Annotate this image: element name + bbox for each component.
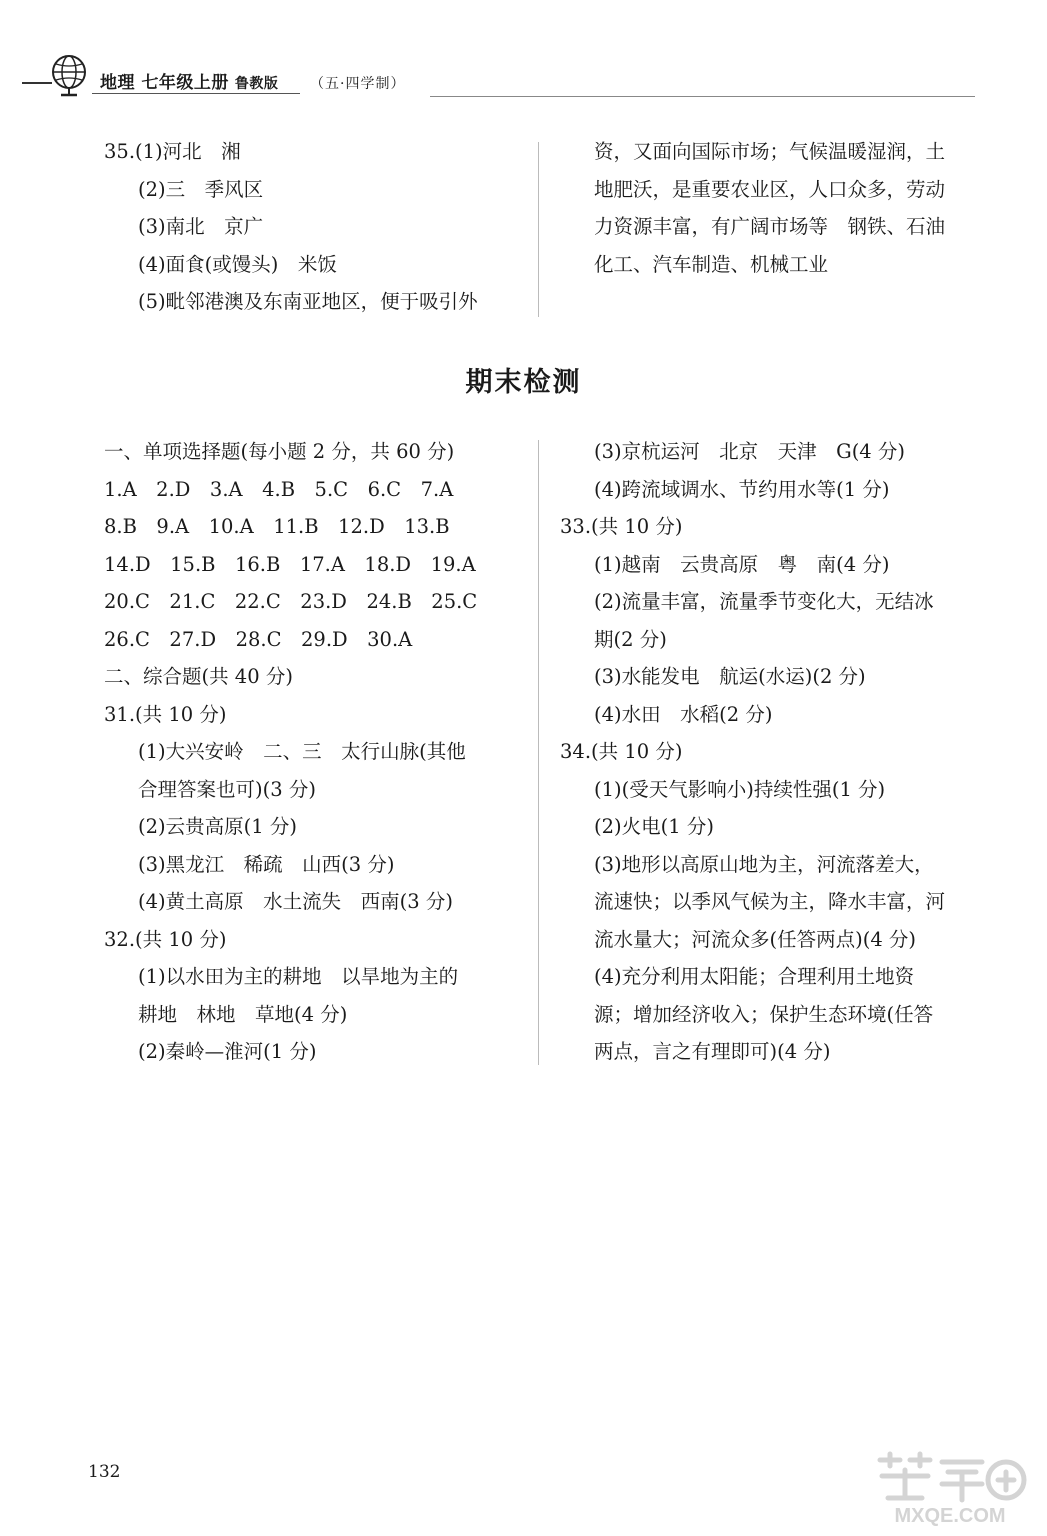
answer-line: (2)流量丰富，流量季节变化大，无结冰 [594, 590, 934, 613]
header-title [100, 68, 278, 93]
watermark-text: MXQE.COM [894, 1505, 1006, 1527]
column-divider [538, 440, 539, 1065]
answer-line: 力资源丰富，有广阔市场等 钢铁、石油 [594, 215, 946, 238]
section-heading: 二、综合题(共 40 分) [104, 665, 293, 688]
main-left-column [104, 433, 477, 1071]
answer-line: 20.C 21.C 22.C 23.D 24.B 25.C [104, 590, 478, 613]
main-right-column [560, 433, 945, 1071]
answer-line: 源；增加经济收入；保护生态环境(任答 [594, 1002, 934, 1026]
answer-line: 资，又面向国际市场；气候温暖湿润，土 [594, 140, 946, 163]
column-divider [538, 142, 539, 317]
answer-line: (3)南北 京广 [138, 215, 264, 238]
top-left-column [104, 133, 478, 321]
answer-line: (1)越南 云贵高原 粤 南(4 分) [594, 552, 890, 576]
section-title: 期末检测 [465, 367, 582, 398]
question-heading: 31.(共 10 分) [104, 702, 227, 726]
answer-line: (2)云贵高原(1 分) [138, 815, 297, 838]
answer-line: (2)火电(1 分) [594, 815, 714, 838]
answer-line: 期(2 分) [594, 627, 667, 651]
top-right-column [594, 133, 945, 283]
header-tag: （五·四学制） [310, 76, 406, 92]
question-heading: 34.(共 10 分) [560, 740, 683, 763]
globe-icon [48, 52, 90, 98]
answer-line: 地肥沃，是重要农业区，人口众多，劳动 [594, 177, 946, 201]
answer-line: (2)三 季风区 [138, 177, 264, 201]
answer-line: (3)地形以高原山地为主，河流落差大， [594, 852, 934, 876]
page-number: 132 [88, 1462, 121, 1482]
header-rule [430, 96, 975, 97]
answer-line: 流速快；以季风气候为主，降水丰富，河 [594, 890, 946, 913]
answer-line: (4)充分利用太阳能；合理利用土地资 [594, 965, 915, 988]
answer-line: 两点，言之有理即可)(4 分) [594, 1040, 831, 1063]
answer-line: (4)水田 水稻(2 分) [594, 702, 773, 726]
answer-line: 26.C 27.D 28.C 29.D 30.A [104, 627, 413, 651]
watermark-logo [870, 1448, 1030, 1528]
answer-line: (1)以水田为主的耕地 以旱地为主的 [138, 965, 459, 988]
answer-line: 14.D 15.B 16.B 17.A 18.D 19.A [104, 552, 476, 576]
answer-line: (1)大兴安岭 二、三 太行山脉(其他 [138, 740, 466, 763]
question-heading: 33.(共 10 分) [560, 515, 683, 538]
page-header [0, 0, 1047, 110]
answer-line: 耕地 林地 草地(4 分) [138, 1002, 348, 1026]
answer-line: (5)毗邻港澳及东南亚地区，便于吸引外 [138, 290, 478, 313]
header-edition: 鲁教版 [234, 76, 279, 92]
answer-line: (4)黄土高原 水土流失 西南(3 分) [138, 890, 453, 913]
answer-line: (4)跨流域调水、节约用水等(1 分) [594, 477, 890, 501]
answer-line: 8.B 9.A 10.A 11.B 12.D 13.B [104, 515, 450, 538]
answer-line: (3)京杭运河 北京 天津 G(4 分) [594, 440, 906, 463]
section-heading: 一、单项选择题(每小题 2 分，共 60 分) [104, 440, 455, 463]
answer-line: 35.(1)河北 湘 [104, 140, 241, 163]
answer-line: 流水量大；河流众多(任答两点)(4 分) [594, 927, 917, 951]
answer-line: 化工、汽车制造、机械工业 [594, 252, 829, 276]
answer-line: 合理答案也可)(3 分) [138, 777, 316, 801]
answer-line: (3)黑龙江 稀疏 山西(3 分) [138, 852, 395, 876]
header-book-title: 地理 七年级上册 [100, 73, 229, 93]
answer-line: 1.A 2.D 3.A 4.B 5.C 6.C 7.A [104, 477, 454, 501]
question-heading: 32.(共 10 分) [104, 927, 227, 951]
header-underline [92, 93, 300, 94]
answer-line: (2)秦岭—淮河(1 分) [138, 1040, 317, 1063]
answer-line: (1)(受天气影响小)持续性强(1 分) [594, 777, 886, 801]
answer-line: (4)面食(或馒头) 米饭 [138, 252, 337, 276]
answer-line: (3)水能发电 航运(水运)(2 分) [594, 665, 866, 688]
